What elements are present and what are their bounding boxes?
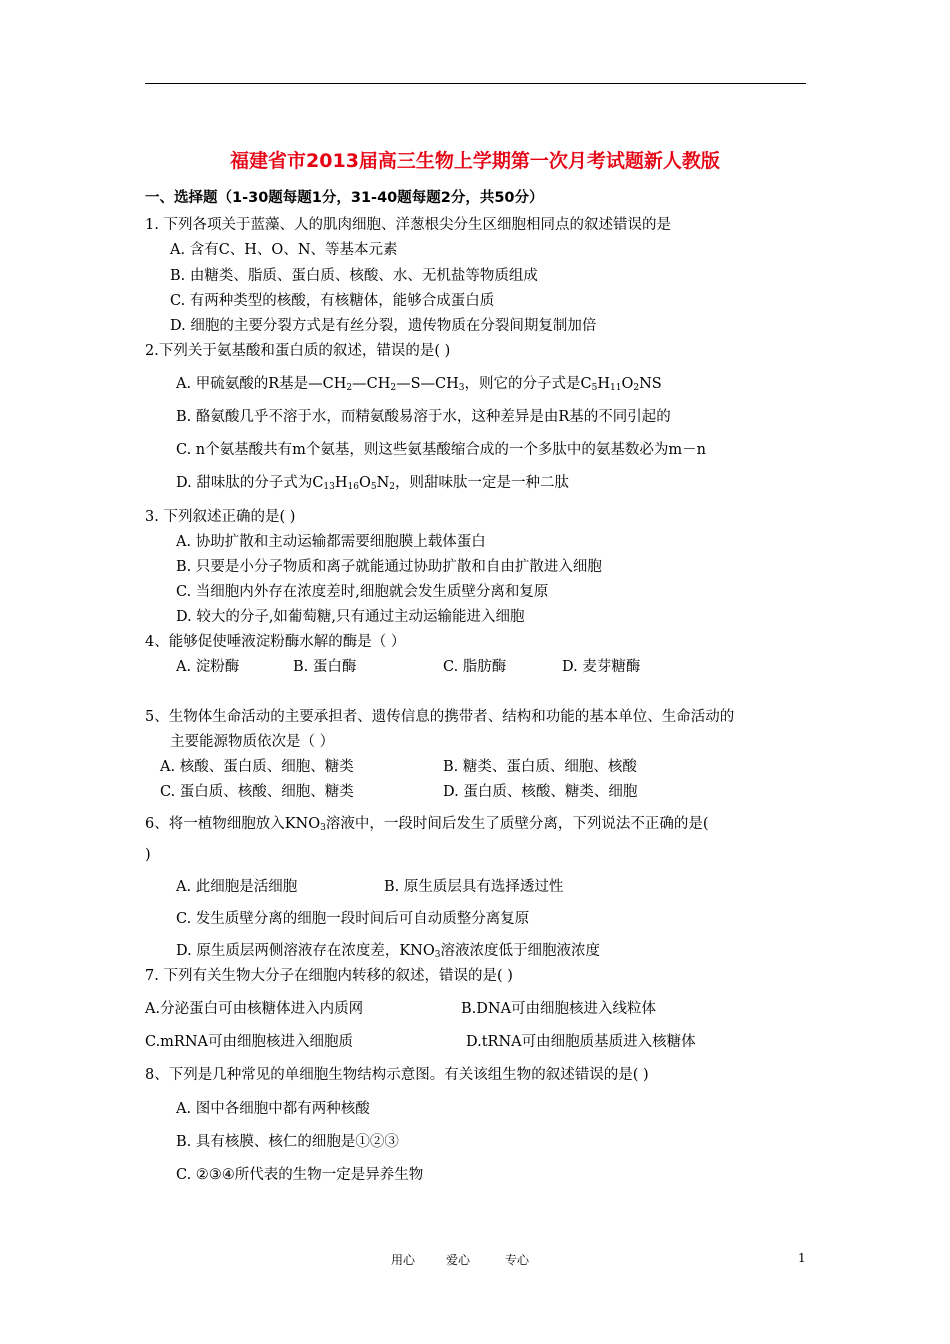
question-4-option-b: B. 蛋白酶 [293, 659, 357, 675]
question-5-option-c: C. 蛋白质、核酸、细胞、糖类 [160, 784, 354, 800]
question-1-option-c: C. 有两种类型的核酸，有核糖体，能够合成蛋白质 [170, 293, 495, 309]
question-6-stem-line-2: ) [145, 847, 151, 863]
section-heading: 一、选择题（1-30题每题1分，31-40题每题2分，共50分） [145, 190, 544, 206]
question-1-option-a: A. 含有C、H、O、N、等基本元素 [170, 242, 398, 258]
question-7-option-d: D.tRNA可由细胞质基质进入核糖体 [466, 1034, 696, 1050]
question-1-option-b: B. 由糖类、脂质、蛋白质、核酸、水、无机盐等物质组成 [170, 268, 538, 284]
question-7-stem: 7. 下列有关生物大分子在细胞内转移的叙述，错误的是( ) [145, 968, 513, 984]
question-6-option-d: D. 原生质层两侧溶液存在浓度差，$KNO_3$溶液浓度低于细胞液浓度 [176, 943, 600, 960]
question-3-option-d: D. 较大的分子,如葡萄糖,只有通过主动运输能进入细胞 [176, 609, 525, 625]
question-5-stem-line-2: 主要能源物质依次是（ ） [170, 734, 335, 750]
question-6-option-b: B. 原生质层具有选择透过性 [384, 879, 564, 895]
question-6-option-a: A. 此细胞是活细胞 [176, 879, 298, 895]
question-2-stem: 2.下列关于氨基酸和蛋白质的叙述，错误的是( ) [145, 343, 451, 359]
footer-motto-1: 用心 [391, 1253, 416, 1267]
question-3-stem: 3. 下列叙述正确的是( ) [145, 509, 296, 525]
footer-motto-2: 爱心 [446, 1253, 471, 1267]
question-1-option-d: D. 细胞的主要分裂方式是有丝分裂，遗传物质在分裂间期复制加倍 [170, 318, 597, 334]
question-5-option-d: D. 蛋白质、核酸、糖类、细胞 [443, 784, 638, 800]
question-3-option-c: C. 当细胞内外存在浓度差时,细胞就会发生质壁分离和复原 [176, 584, 549, 600]
question-4-stem: 4、能够促使唾液淀粉酶水解的酶是（ ） [145, 634, 406, 650]
question-5-stem-line-1: 5、生物体生命活动的主要承担者、遗传信息的携带者、结构和功能的基本单位、生命活动的 [145, 709, 735, 725]
question-2-option-c: C. n个氨基酸共有m个氨基，则这些氨基酸缩合成的一个多肽中的氨基数必为m－n [176, 442, 706, 458]
question-7-option-b: B.DNA可由细胞核进入线粒体 [461, 1001, 657, 1017]
question-5-option-a: A. 核酸、蛋白质、细胞、糖类 [160, 759, 354, 775]
question-3-option-a: A. 协助扩散和主动运输都需要细胞膜上载体蛋白 [176, 534, 486, 550]
page-number: 1 [798, 1251, 806, 1265]
question-2-option-a: A. 甲硫氨酸的R基是$—CH_2—CH_2—S—CH_3$，则它的分子式是$C_5H_{11}O_2NS$ [176, 376, 662, 393]
document-title: 福建省市2013届高三生物上学期第一次月考试题新人教版 [230, 150, 720, 172]
question-4-option-a: A. 淀粉酶 [176, 659, 240, 675]
question-4-option-c: C. 脂肪酶 [443, 659, 507, 675]
question-4-option-d: D. 麦芽糖酶 [562, 659, 641, 675]
footer-motto-3: 专心 [505, 1253, 530, 1267]
question-6-option-c: C. 发生质壁分离的细胞一段时间后可自动质整分离复原 [176, 911, 530, 927]
question-7-option-a: A.分泌蛋白可由核糖体进入内质网 [145, 1001, 364, 1017]
question-6-stem-line-1: 6、将一植物细胞放入$KNO_3$溶液中，一段时间后发生了质壁分离，下列说法不正确的是( [145, 816, 709, 833]
question-8-option-a: A. 图中各细胞中都有两种核酸 [176, 1101, 370, 1117]
question-8-stem: 8、下列是几种常见的单细胞生物结构示意图。有关该组生物的叙述错误的是( ) [145, 1067, 649, 1083]
question-3-option-b: B. 只要是小分子物质和离子就能通过协助扩散和自由扩散进入细胞 [176, 559, 602, 575]
question-5-option-b: B. 糖类、蛋白质、细胞、核酸 [443, 759, 637, 775]
question-8-option-b: B. 具有核膜、核仁的细胞是①②③ [176, 1134, 399, 1150]
header-rule [145, 83, 806, 84]
question-2-option-b: B. 酪氨酸几乎不溶于水，而精氨酸易溶于水，这种差异是由R基的不同引起的 [176, 409, 671, 425]
question-7-option-c: C.mRNA可由细胞核进入细胞质 [145, 1034, 354, 1050]
question-1-stem: 1. 下列各项关于蓝藻、人的肌肉细胞、洋葱根尖分生区细胞相同点的叙述错误的是 [145, 217, 671, 233]
question-8-option-c: C. ②③④所代表的生物一定是异养生物 [176, 1167, 424, 1183]
question-2-option-d: D. 甜味肽的分子式为$C_{13}H_{16}O_5N_2$，则甜味肽一定是一种二肽 [176, 475, 570, 492]
